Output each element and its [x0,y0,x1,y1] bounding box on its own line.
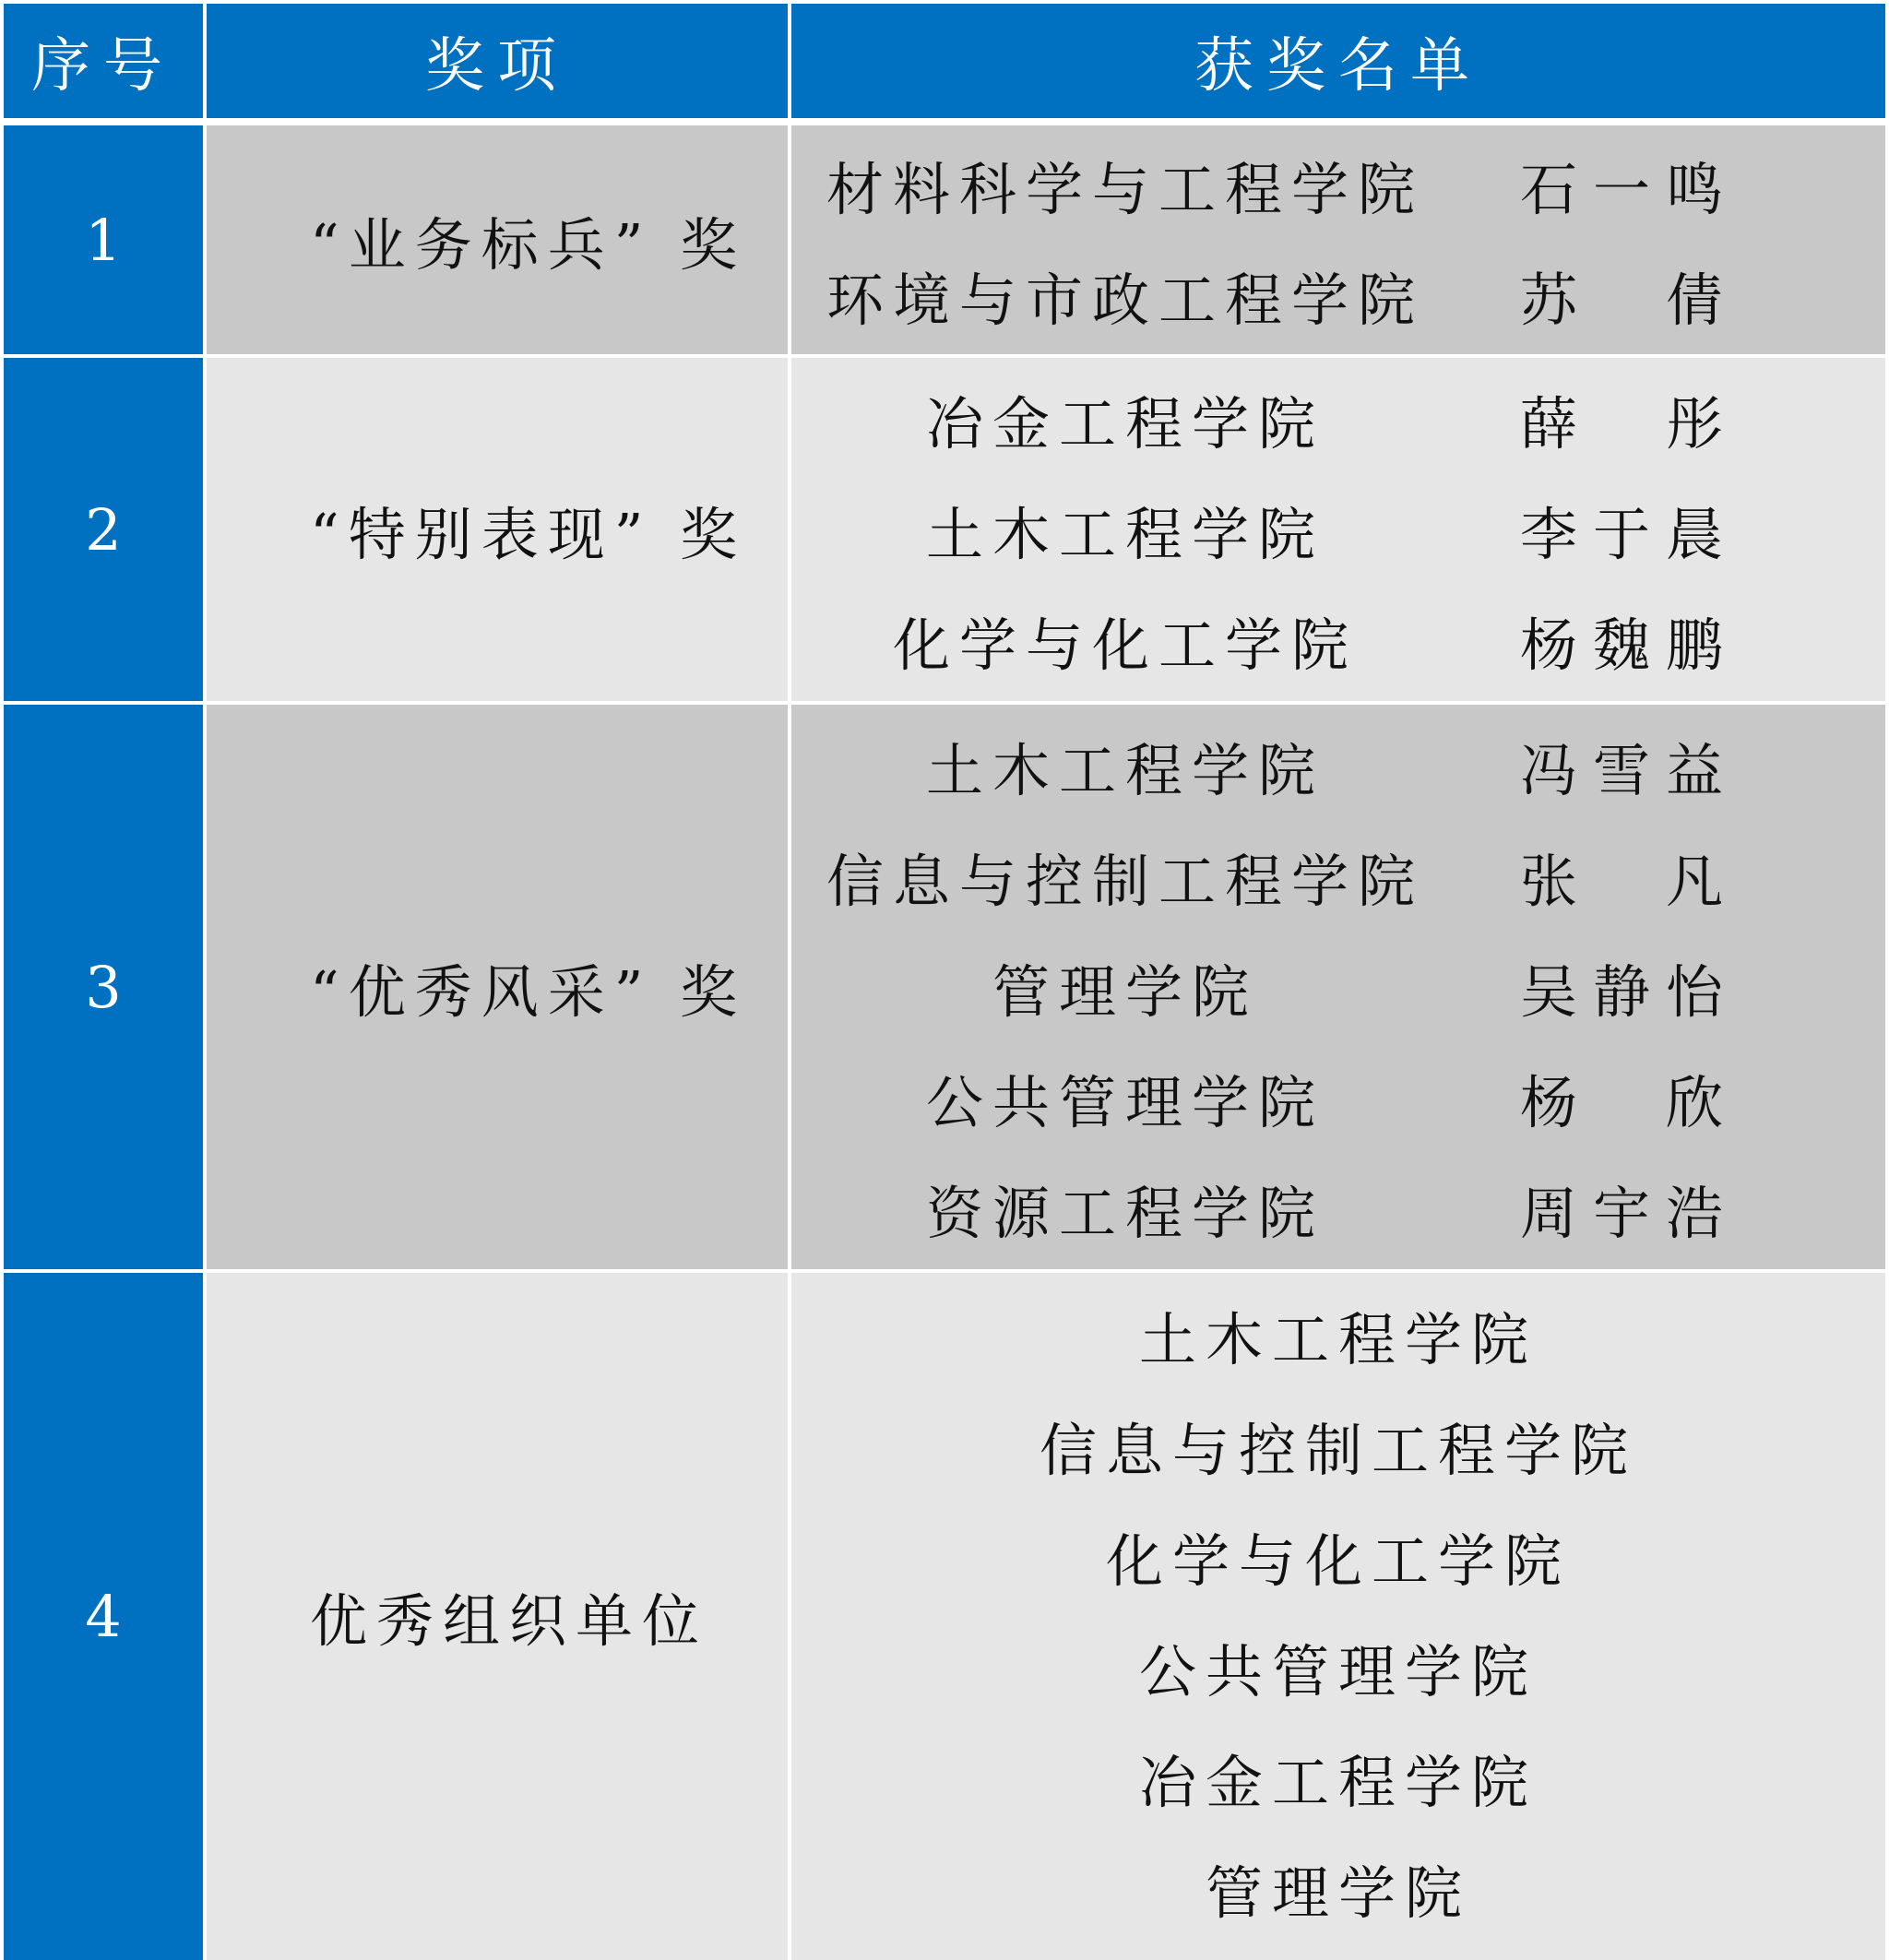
winner-entry [791,821,1885,932]
winner-person: 石一鸣 [1520,155,1723,223]
winner-school: 公共管理学院 [925,1068,1325,1136]
award-name: 优秀组织单位 [207,1273,788,1960]
winner-school: 管理学院 [992,957,1258,1026]
winner-school: 信息与控制工程学院 [826,847,1424,915]
winner-entry [791,474,1885,585]
organizing-unit: 冶金工程学院 [1138,1748,1538,1816]
organizing-unit: 化学与化工学院 [1105,1526,1571,1595]
unit-list [791,1273,1885,1960]
winner-list [791,358,1885,701]
winner-person: 张 凡 [1520,847,1723,915]
winner-entry [791,1042,1885,1153]
winner-school: 冶金工程学院 [925,389,1325,457]
winner-person: 吴静怡 [1520,957,1723,1026]
winner-person: 薛 彤 [1520,389,1723,457]
winner-person: 杨魏鹏 [1520,611,1723,679]
winner-entry [791,363,1885,474]
winner-entry [791,710,1885,821]
organizing-unit: 管理学院 [1205,1859,1471,1927]
header-award: 奖项 [207,4,788,118]
winner-person: 杨 欣 [1520,1068,1723,1136]
winner-school: 材料科学与工程学院 [826,155,1424,223]
row-number: 3 [4,705,203,1269]
winner-list [791,125,1885,354]
organizing-unit: 信息与控制工程学院 [1039,1416,1637,1484]
winner-school: 环境与市政工程学院 [826,266,1424,334]
winner-school: 化学与化工学院 [892,611,1358,679]
row-number: 4 [4,1273,203,1960]
winner-school: 土木工程学院 [925,500,1325,568]
winner-entry [791,932,1885,1042]
organizing-unit: 土木工程学院 [1138,1305,1538,1373]
winner-person: 李于晨 [1520,500,1723,568]
winner-person: 苏 倩 [1520,266,1723,334]
winner-person: 冯雪益 [1520,736,1723,804]
winner-entry [791,240,1885,350]
award-name: “业务标兵” 奖 [207,125,788,354]
award-name: “优秀风采” 奖 [207,705,788,1269]
winner-school: 土木工程学院 [925,736,1325,804]
row-number: 2 [4,358,203,701]
organizing-unit: 公共管理学院 [1138,1637,1538,1705]
header-no: 序号 [4,4,203,118]
winner-person: 周宇浩 [1520,1179,1723,1247]
winner-list [791,705,1885,1269]
winner-entry [791,1153,1885,1264]
award-name: “特别表现” 奖 [207,358,788,701]
row-number: 1 [4,125,203,354]
header-list: 获奖名单 [791,4,1885,118]
winner-entry [791,585,1885,695]
winner-entry [791,129,1885,240]
winner-school: 资源工程学院 [925,1179,1325,1247]
